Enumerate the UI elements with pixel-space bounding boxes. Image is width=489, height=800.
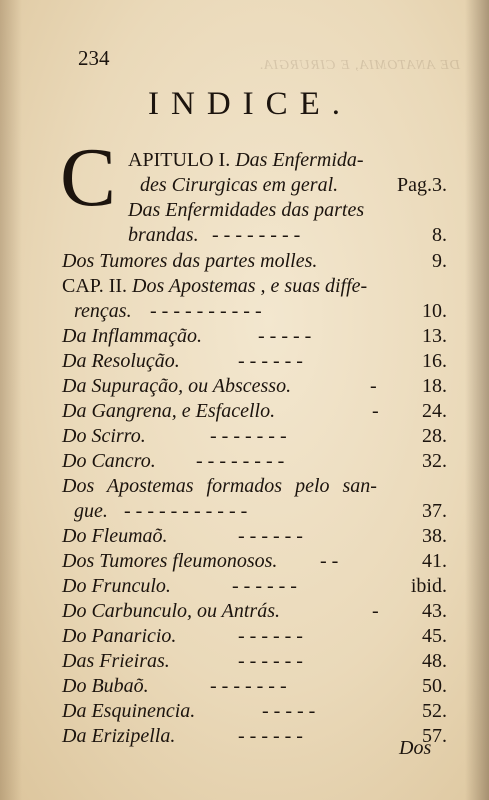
- entry-title: des Cirurgicas em geral.: [140, 174, 339, 196]
- entry-page: ibid.: [410, 575, 447, 597]
- index-entry: Do Carbunculo, ou Antrás. - 43.: [62, 600, 447, 622]
- index-entry: Do Scirro. - - - - - - - 28.: [62, 425, 447, 447]
- entry-page: 45.: [422, 625, 447, 647]
- entry-page: 57.: [422, 725, 447, 747]
- bleed-through-text: DE ANATOMIA, E CIRURGIA.: [258, 58, 460, 73]
- entry-title: Das Enfermida-: [230, 149, 364, 171]
- page-title: INDICE.: [148, 86, 353, 122]
- index-entry: Do Panaricio. - - - - - - 45.: [62, 625, 447, 647]
- index-entry: Da Esquinencia. - - - - - 52.: [62, 700, 447, 722]
- entry-page: Pag.3.: [397, 174, 447, 196]
- entry-page: 32.: [422, 450, 447, 472]
- entry-title: Da Inflammação.: [62, 325, 202, 347]
- entry-page: 28.: [422, 425, 447, 447]
- index-entry: [0, 148, 489, 173]
- catchword: Dos: [399, 737, 432, 759]
- entry-title: Da Erizipella.: [62, 725, 176, 747]
- entry-title: Dos Tumores fleumonosos.: [62, 550, 278, 572]
- entry-title: Da Supuração, ou Abscesso.: [62, 375, 292, 397]
- index-entry: Do Frunculo. - - - - - - ibid.: [62, 575, 447, 597]
- entry-title: Das Enfermidades das partes: [128, 199, 365, 221]
- index-entry: brandas. - - - - - - - - 8.: [128, 224, 447, 246]
- entry-title: Dos Apostemas formados pelo san-: [62, 475, 377, 497]
- entry-page: 41.: [422, 550, 447, 572]
- entry-title: brandas.: [128, 224, 199, 246]
- index-entry: [0, 474, 489, 499]
- entry-page: 9.: [432, 250, 447, 272]
- index-entry: Da Resolução. - - - - - - 16.: [62, 350, 447, 372]
- entry-page: 38.: [422, 525, 447, 547]
- index-entry: [0, 249, 489, 274]
- entry-page: 16.: [422, 350, 447, 372]
- entry-page: 13.: [422, 325, 447, 347]
- entry-title: renças.: [74, 300, 132, 322]
- entry-title: Do Panaricio.: [62, 625, 177, 647]
- entry-title: Do Cancro.: [62, 450, 156, 472]
- index-entry: Da Gangrena, e Esfacello. - 24.: [62, 400, 447, 422]
- page-number: 234: [78, 46, 110, 70]
- entry-title: Do Carbunculo, ou Antrás.: [62, 600, 280, 622]
- index-entry: Da Supuração, ou Abscesso. - 18.: [62, 375, 447, 397]
- entry-page: 8.: [432, 224, 447, 246]
- index-entry: Das Frieiras. - - - - - - 48.: [62, 650, 447, 672]
- index-entry: Dos Tumores fleumonosos. - - 41.: [62, 550, 447, 572]
- entry-title: gue.: [74, 500, 108, 522]
- entry-page: 43.: [422, 600, 447, 622]
- entry-chapter: CAP. II.: [62, 275, 128, 297]
- index-entry: Do Fleumaõ. - - - - - - 38.: [62, 525, 447, 547]
- index-entry: [0, 274, 489, 299]
- entry-title: Da Resolução.: [62, 350, 180, 372]
- entry-page: 52.: [422, 700, 447, 722]
- drop-cap: C: [60, 131, 117, 224]
- entry-page: 10.: [422, 300, 447, 322]
- entry-page: 24.: [422, 400, 447, 422]
- entry-page: 37.: [422, 500, 447, 522]
- index-entry: Do Bubaõ. - - - - - - - 50.: [62, 675, 447, 697]
- entry-title: Do Bubaõ.: [62, 675, 149, 697]
- entry-title: Dos Apostemas , e suas diffe-: [127, 275, 368, 297]
- entry-chapter: APITULO I.: [128, 149, 231, 171]
- index-entry: Do Cancro. - - - - - - - - 32.: [62, 450, 447, 472]
- index-entry: Da Erizipella. - - - - - - 57.: [62, 725, 447, 747]
- entry-page: 48.: [422, 650, 447, 672]
- index-entry: [0, 173, 489, 198]
- entry-title: Do Scirro.: [62, 425, 146, 447]
- index-entry: renças. - - - - - - - - - - 10.: [74, 300, 447, 322]
- entry-title: Do Fleumaõ.: [62, 525, 168, 547]
- index-entry: Da Inflammação. - - - - - 13.: [62, 325, 447, 347]
- entry-title: Do Frunculo.: [62, 575, 171, 597]
- entry-title: Das Frieiras.: [62, 650, 170, 672]
- entry-page: 18.: [422, 375, 447, 397]
- index-entry: gue. - - - - - - - - - - - 37.: [74, 500, 447, 522]
- entry-page: 50.: [422, 675, 447, 697]
- entry-title: Dos Tumores das partes molles.: [62, 250, 318, 272]
- entry-title: Da Gangrena, e Esfacello.: [62, 400, 276, 422]
- entry-title: Da Esquinencia.: [62, 700, 196, 722]
- index-entry: [0, 198, 489, 223]
